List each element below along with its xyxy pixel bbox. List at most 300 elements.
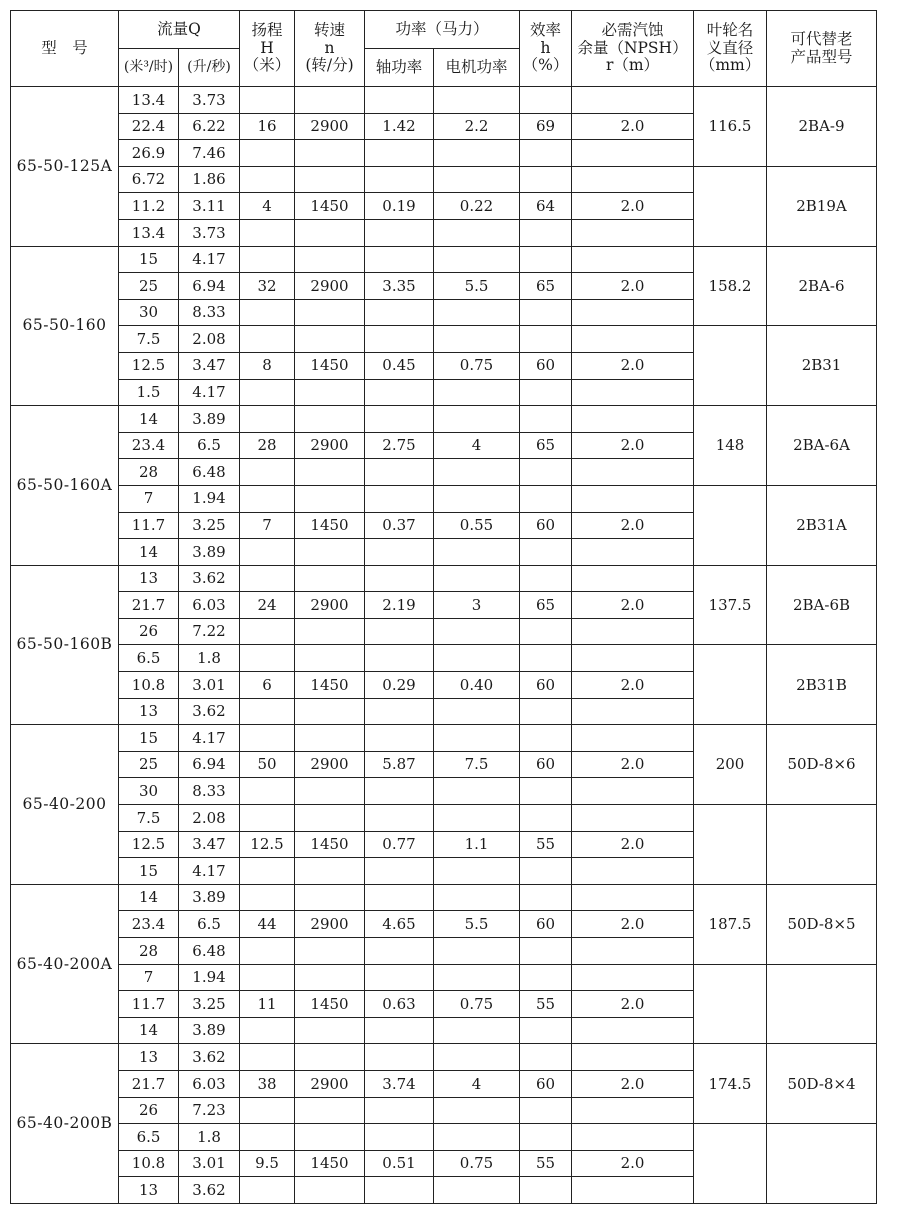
header-speed-line2: n: [324, 38, 335, 57]
header-speed-line3: (转/分): [305, 56, 354, 75]
efficiency-cell: 60: [520, 352, 572, 379]
speed-cell-empty: [295, 246, 365, 273]
npsh-cell-empty: [572, 299, 694, 326]
flow-m3h-cell: 23.4: [119, 911, 179, 938]
efficiency-cell: 65: [520, 273, 572, 300]
flow-ls-cell: 3.62: [179, 1044, 240, 1071]
head-cell: 24: [240, 592, 295, 619]
table-row: [11, 645, 877, 672]
head-cell-empty: [240, 698, 295, 725]
flow-ls-cell: 6.5: [179, 432, 240, 459]
head-cell-empty: [240, 1017, 295, 1044]
head-cell: 4: [240, 193, 295, 220]
flow-m3h-cell: 15: [119, 246, 179, 273]
motor-power-cell-empty: [434, 805, 520, 832]
replace-cell: 2B31A: [767, 485, 877, 565]
shaft-power-cell: 0.63: [365, 991, 434, 1018]
speed-cell: 2900: [295, 592, 365, 619]
motor-power-cell-empty: [434, 1097, 520, 1124]
flow-ls-cell: 8.33: [179, 778, 240, 805]
npsh-cell: 2.0: [572, 751, 694, 778]
replace-cell: 2B31B: [767, 645, 877, 725]
flow-ls-cell: 7.46: [179, 140, 240, 167]
flow-m3h-cell: 10.8: [119, 1150, 179, 1177]
npsh-cell-empty: [572, 964, 694, 991]
flow-ls-cell: 3.01: [179, 1150, 240, 1177]
head-cell: 44: [240, 911, 295, 938]
head-cell: 8: [240, 352, 295, 379]
flow-ls-cell: 3.89: [179, 406, 240, 433]
head-cell-empty: [240, 858, 295, 885]
head-cell-empty: [240, 326, 295, 353]
speed-cell: 2900: [295, 113, 365, 140]
npsh-cell-empty: [572, 406, 694, 433]
table-header: [11, 11, 877, 87]
npsh-cell-empty: [572, 539, 694, 566]
motor-power-cell: 5.5: [434, 911, 520, 938]
speed-cell-empty: [295, 565, 365, 592]
motor-power-cell-empty: [434, 778, 520, 805]
speed-cell: 2900: [295, 751, 365, 778]
motor-power-cell-empty: [434, 884, 520, 911]
speed-cell: 1450: [295, 193, 365, 220]
npsh-cell-empty: [572, 1044, 694, 1071]
shaft-power-cell-empty: [365, 539, 434, 566]
model-cell: 65-50-160: [11, 246, 119, 406]
motor-power-cell: 0.75: [434, 991, 520, 1018]
header-efficiency-line2: h: [540, 38, 551, 57]
head-cell: 9.5: [240, 1150, 295, 1177]
efficiency-cell-empty: [520, 539, 572, 566]
speed-cell: 2900: [295, 432, 365, 459]
efficiency-cell: 65: [520, 592, 572, 619]
npsh-cell-empty: [572, 618, 694, 645]
npsh-cell-empty: [572, 805, 694, 832]
header-npsh-line3: r（m）: [605, 56, 660, 75]
motor-power-cell-empty: [434, 858, 520, 885]
flow-m3h-cell: 1.5: [119, 379, 179, 406]
header-flow-ls: (升/秒): [179, 49, 240, 87]
header-impeller-line1: 叶轮名: [706, 20, 754, 39]
shaft-power-cell-empty: [365, 87, 434, 114]
efficiency-cell-empty: [520, 459, 572, 486]
speed-cell: 2900: [295, 1070, 365, 1097]
shaft-power-cell: 3.35: [365, 273, 434, 300]
efficiency-cell-empty: [520, 87, 572, 114]
shaft-power-cell: 0.51: [365, 1150, 434, 1177]
replace-cell: 50D-8×4: [767, 1044, 877, 1124]
shaft-power-cell-empty: [365, 140, 434, 167]
flow-m3h-cell: 13: [119, 698, 179, 725]
replace-cell: 2BA-9: [767, 87, 877, 167]
efficiency-cell: 60: [520, 911, 572, 938]
flow-ls-cell: 4.17: [179, 725, 240, 752]
motor-power-cell: 4: [434, 1070, 520, 1097]
shaft-power-cell-empty: [365, 1017, 434, 1044]
shaft-power-cell-empty: [365, 485, 434, 512]
header-impeller: [694, 11, 767, 87]
head-cell-empty: [240, 1124, 295, 1151]
speed-cell: 1450: [295, 831, 365, 858]
npsh-cell: 2.0: [572, 831, 694, 858]
flow-ls-cell: 2.08: [179, 805, 240, 832]
header-head-line1: 扬程: [251, 20, 283, 39]
motor-power-cell: 0.40: [434, 672, 520, 699]
shaft-power-cell: 1.42: [365, 113, 434, 140]
efficiency-cell-empty: [520, 379, 572, 406]
speed-cell-empty: [295, 166, 365, 193]
flow-m3h-cell: 7.5: [119, 805, 179, 832]
flow-m3h-cell: 30: [119, 778, 179, 805]
header-replace: [767, 11, 877, 87]
speed-cell-empty: [295, 1097, 365, 1124]
npsh-cell-empty: [572, 379, 694, 406]
flow-m3h-cell: 7: [119, 964, 179, 991]
speed-cell-empty: [295, 858, 365, 885]
replace-cell: 50D-8×6: [767, 725, 877, 805]
motor-power-cell-empty: [434, 539, 520, 566]
speed-cell: 1450: [295, 352, 365, 379]
table-row: [11, 485, 877, 512]
replace-cell: 2B31: [767, 326, 877, 406]
motor-power-cell-empty: [434, 299, 520, 326]
shaft-power-cell: 0.45: [365, 352, 434, 379]
efficiency-cell-empty: [520, 618, 572, 645]
flow-m3h-cell: 28: [119, 938, 179, 965]
impeller-cell: 200: [694, 725, 767, 805]
shaft-power-cell-empty: [365, 698, 434, 725]
flow-m3h-cell: 21.7: [119, 592, 179, 619]
shaft-power-cell-empty: [365, 246, 434, 273]
flow-ls-cell: 1.94: [179, 485, 240, 512]
motor-power-cell: 0.75: [434, 1150, 520, 1177]
flow-ls-cell: 3.62: [179, 698, 240, 725]
efficiency-cell-empty: [520, 565, 572, 592]
head-cell-empty: [240, 725, 295, 752]
motor-power-cell: 1.1: [434, 831, 520, 858]
speed-cell-empty: [295, 219, 365, 246]
head-cell-empty: [240, 459, 295, 486]
speed-cell: 1450: [295, 672, 365, 699]
efficiency-cell: 60: [520, 751, 572, 778]
head-cell-empty: [240, 645, 295, 672]
flow-ls-cell: 2.08: [179, 326, 240, 353]
flow-m3h-cell: 12.5: [119, 352, 179, 379]
speed-cell-empty: [295, 379, 365, 406]
efficiency-cell-empty: [520, 246, 572, 273]
shaft-power-cell: 2.75: [365, 432, 434, 459]
efficiency-cell-empty: [520, 166, 572, 193]
speed-cell-empty: [295, 645, 365, 672]
efficiency-cell-empty: [520, 1017, 572, 1044]
shaft-power-cell-empty: [365, 1097, 434, 1124]
impeller-cell: 148: [694, 406, 767, 486]
head-cell-empty: [240, 805, 295, 832]
header-npsh: [572, 11, 694, 87]
impeller-cell: 158.2: [694, 246, 767, 326]
shaft-power-cell-empty: [365, 166, 434, 193]
speed-cell-empty: [295, 1124, 365, 1151]
efficiency-cell-empty: [520, 964, 572, 991]
pump-spec-table: [10, 10, 877, 1204]
shaft-power-cell-empty: [365, 938, 434, 965]
npsh-cell-empty: [572, 938, 694, 965]
efficiency-cell-empty: [520, 645, 572, 672]
head-cell-empty: [240, 539, 295, 566]
head-cell-empty: [240, 246, 295, 273]
flow-m3h-cell: 14: [119, 406, 179, 433]
impeller-cell-empty: [694, 485, 767, 565]
npsh-cell: 2.0: [572, 352, 694, 379]
head-cell: 6: [240, 672, 295, 699]
header-head-line2: H: [260, 38, 274, 57]
npsh-cell-empty: [572, 1124, 694, 1151]
efficiency-cell-empty: [520, 884, 572, 911]
flow-m3h-cell: 26.9: [119, 140, 179, 167]
shaft-power-cell: 3.74: [365, 1070, 434, 1097]
table-body: [11, 87, 877, 1204]
efficiency-cell-empty: [520, 140, 572, 167]
replace-cell: 2B19A: [767, 166, 877, 246]
flow-m3h-cell: 30: [119, 299, 179, 326]
motor-power-cell-empty: [434, 406, 520, 433]
head-cell: 32: [240, 273, 295, 300]
npsh-cell-empty: [572, 858, 694, 885]
speed-cell-empty: [295, 778, 365, 805]
impeller-cell: 174.5: [694, 1044, 767, 1124]
motor-power-cell: 2.2: [434, 113, 520, 140]
speed-cell-empty: [295, 485, 365, 512]
header-shaft-power: 轴功率: [365, 49, 434, 87]
npsh-cell: 2.0: [572, 193, 694, 220]
motor-power-cell: 0.75: [434, 352, 520, 379]
replace-cell: 2BA-6B: [767, 565, 877, 645]
motor-power-cell-empty: [434, 698, 520, 725]
flow-ls-cell: 3.73: [179, 219, 240, 246]
motor-power-cell-empty: [434, 87, 520, 114]
head-cell: 12.5: [240, 831, 295, 858]
flow-ls-cell: 6.94: [179, 751, 240, 778]
npsh-cell-empty: [572, 485, 694, 512]
flow-ls-cell: 4.17: [179, 379, 240, 406]
efficiency-cell-empty: [520, 326, 572, 353]
header-flow: 流量Q: [119, 11, 240, 49]
header-replace-line2: 产品型号: [790, 47, 853, 66]
speed-cell-empty: [295, 299, 365, 326]
motor-power-cell: 4: [434, 432, 520, 459]
replace-cell: [767, 1124, 877, 1204]
shaft-power-cell-empty: [365, 219, 434, 246]
flow-ls-cell: 7.22: [179, 618, 240, 645]
npsh-cell: 2.0: [572, 113, 694, 140]
efficiency-cell-empty: [520, 698, 572, 725]
header-efficiency-line3: （%）: [522, 56, 569, 75]
flow-ls-cell: 7.23: [179, 1097, 240, 1124]
flow-m3h-cell: 25: [119, 273, 179, 300]
motor-power-cell-empty: [434, 326, 520, 353]
flow-ls-cell: 6.22: [179, 113, 240, 140]
flow-ls-cell: 6.48: [179, 459, 240, 486]
table-row: [11, 1124, 877, 1151]
impeller-cell: 187.5: [694, 884, 767, 964]
flow-ls-cell: 1.8: [179, 645, 240, 672]
flow-m3h-cell: 15: [119, 858, 179, 885]
flow-ls-cell: 4.17: [179, 246, 240, 273]
flow-ls-cell: 3.89: [179, 1017, 240, 1044]
impeller-cell: 116.5: [694, 87, 767, 167]
flow-m3h-cell: 7: [119, 485, 179, 512]
efficiency-cell: 55: [520, 991, 572, 1018]
head-cell: 16: [240, 113, 295, 140]
npsh-cell-empty: [572, 459, 694, 486]
npsh-cell-empty: [572, 1177, 694, 1204]
speed-cell-empty: [295, 725, 365, 752]
shaft-power-cell-empty: [365, 778, 434, 805]
replace-cell: [767, 805, 877, 885]
efficiency-cell: 60: [520, 512, 572, 539]
efficiency-cell: 64: [520, 193, 572, 220]
efficiency-cell-empty: [520, 1124, 572, 1151]
flow-ls-cell: 6.03: [179, 592, 240, 619]
shaft-power-cell-empty: [365, 299, 434, 326]
header-impeller-line2: 义直径: [706, 38, 754, 57]
flow-m3h-cell: 11.7: [119, 991, 179, 1018]
flow-m3h-cell: 22.4: [119, 113, 179, 140]
head-cell: 28: [240, 432, 295, 459]
shaft-power-cell-empty: [365, 1044, 434, 1071]
header-efficiency: [520, 11, 572, 87]
header-impeller-line3: （mm）: [699, 56, 761, 75]
head-cell-empty: [240, 299, 295, 326]
table-row: [11, 406, 877, 433]
header-motor-power: 电机功率: [434, 49, 520, 87]
header-speed: [295, 11, 365, 87]
efficiency-cell-empty: [520, 485, 572, 512]
model-cell: 65-50-125A: [11, 87, 119, 247]
flow-m3h-cell: 13.4: [119, 87, 179, 114]
head-cell-empty: [240, 140, 295, 167]
head-cell-empty: [240, 406, 295, 433]
speed-cell-empty: [295, 805, 365, 832]
head-cell: 11: [240, 991, 295, 1018]
head-cell-empty: [240, 884, 295, 911]
motor-power-cell-empty: [434, 964, 520, 991]
shaft-power-cell-empty: [365, 645, 434, 672]
header-flow-m3h: (米³/时): [119, 49, 179, 87]
table-row: [11, 87, 877, 114]
flow-m3h-cell: 6.72: [119, 166, 179, 193]
table-row: [11, 884, 877, 911]
motor-power-cell-empty: [434, 1017, 520, 1044]
head-cell-empty: [240, 166, 295, 193]
shaft-power-cell: 5.87: [365, 751, 434, 778]
flow-ls-cell: 3.47: [179, 352, 240, 379]
table-row: [11, 725, 877, 752]
speed-cell: 2900: [295, 273, 365, 300]
impeller-cell-empty: [694, 326, 767, 406]
model-cell: 65-50-160A: [11, 406, 119, 566]
flow-ls-cell: 3.89: [179, 539, 240, 566]
speed-cell: 1450: [295, 512, 365, 539]
flow-ls-cell: 1.86: [179, 166, 240, 193]
table-row: [11, 166, 877, 193]
flow-m3h-cell: 11.7: [119, 512, 179, 539]
speed-cell-empty: [295, 618, 365, 645]
npsh-cell: 2.0: [572, 1070, 694, 1097]
speed-cell-empty: [295, 459, 365, 486]
table-row: [11, 246, 877, 273]
npsh-cell-empty: [572, 1017, 694, 1044]
efficiency-cell: 69: [520, 113, 572, 140]
flow-ls-cell: 3.47: [179, 831, 240, 858]
flow-m3h-cell: 6.5: [119, 1124, 179, 1151]
npsh-cell-empty: [572, 884, 694, 911]
npsh-cell-empty: [572, 1097, 694, 1124]
speed-cell-empty: [295, 406, 365, 433]
efficiency-cell-empty: [520, 406, 572, 433]
head-cell-empty: [240, 1044, 295, 1071]
flow-m3h-cell: 28: [119, 459, 179, 486]
flow-m3h-cell: 13: [119, 1177, 179, 1204]
flow-m3h-cell: 13: [119, 1044, 179, 1071]
npsh-cell-empty: [572, 326, 694, 353]
flow-m3h-cell: 14: [119, 539, 179, 566]
head-cell-empty: [240, 219, 295, 246]
npsh-cell: 2.0: [572, 273, 694, 300]
shaft-power-cell-empty: [365, 964, 434, 991]
shaft-power-cell-empty: [365, 805, 434, 832]
header-npsh-line2: 余量（NPSH）: [577, 38, 688, 57]
table-row: [11, 1044, 877, 1071]
motor-power-cell: 0.55: [434, 512, 520, 539]
header-power: 功率（马力）: [365, 11, 520, 49]
motor-power-cell: 7.5: [434, 751, 520, 778]
flow-m3h-cell: 7.5: [119, 326, 179, 353]
header-efficiency-line1: 效率: [530, 20, 562, 39]
flow-m3h-cell: 13: [119, 565, 179, 592]
header-head-line3: （米）: [243, 56, 291, 75]
table-row: [11, 326, 877, 353]
header-model: 型 号: [11, 11, 119, 87]
impeller-cell-empty: [694, 805, 767, 885]
model-cell: 65-50-160B: [11, 565, 119, 725]
flow-m3h-cell: 12.5: [119, 831, 179, 858]
flow-ls-cell: 6.5: [179, 911, 240, 938]
head-cell-empty: [240, 938, 295, 965]
npsh-cell: 2.0: [572, 592, 694, 619]
efficiency-cell-empty: [520, 858, 572, 885]
shaft-power-cell-empty: [365, 1177, 434, 1204]
flow-m3h-cell: 6.5: [119, 645, 179, 672]
efficiency-cell: 55: [520, 831, 572, 858]
replace-cell: 50D-8×5: [767, 884, 877, 964]
impeller-cell-empty: [694, 964, 767, 1044]
efficiency-cell-empty: [520, 299, 572, 326]
motor-power-cell-empty: [434, 459, 520, 486]
flow-ls-cell: 4.17: [179, 858, 240, 885]
speed-cell-empty: [295, 964, 365, 991]
npsh-cell-empty: [572, 87, 694, 114]
replace-cell: 2BA-6A: [767, 406, 877, 486]
speed-cell: 1450: [295, 1150, 365, 1177]
motor-power-cell-empty: [434, 618, 520, 645]
flow-ls-cell: 3.25: [179, 991, 240, 1018]
head-cell-empty: [240, 1097, 295, 1124]
npsh-cell-empty: [572, 246, 694, 273]
model-cell: 65-40-200B: [11, 1044, 119, 1204]
shaft-power-cell-empty: [365, 618, 434, 645]
header-speed-line1: 转速: [313, 20, 345, 39]
